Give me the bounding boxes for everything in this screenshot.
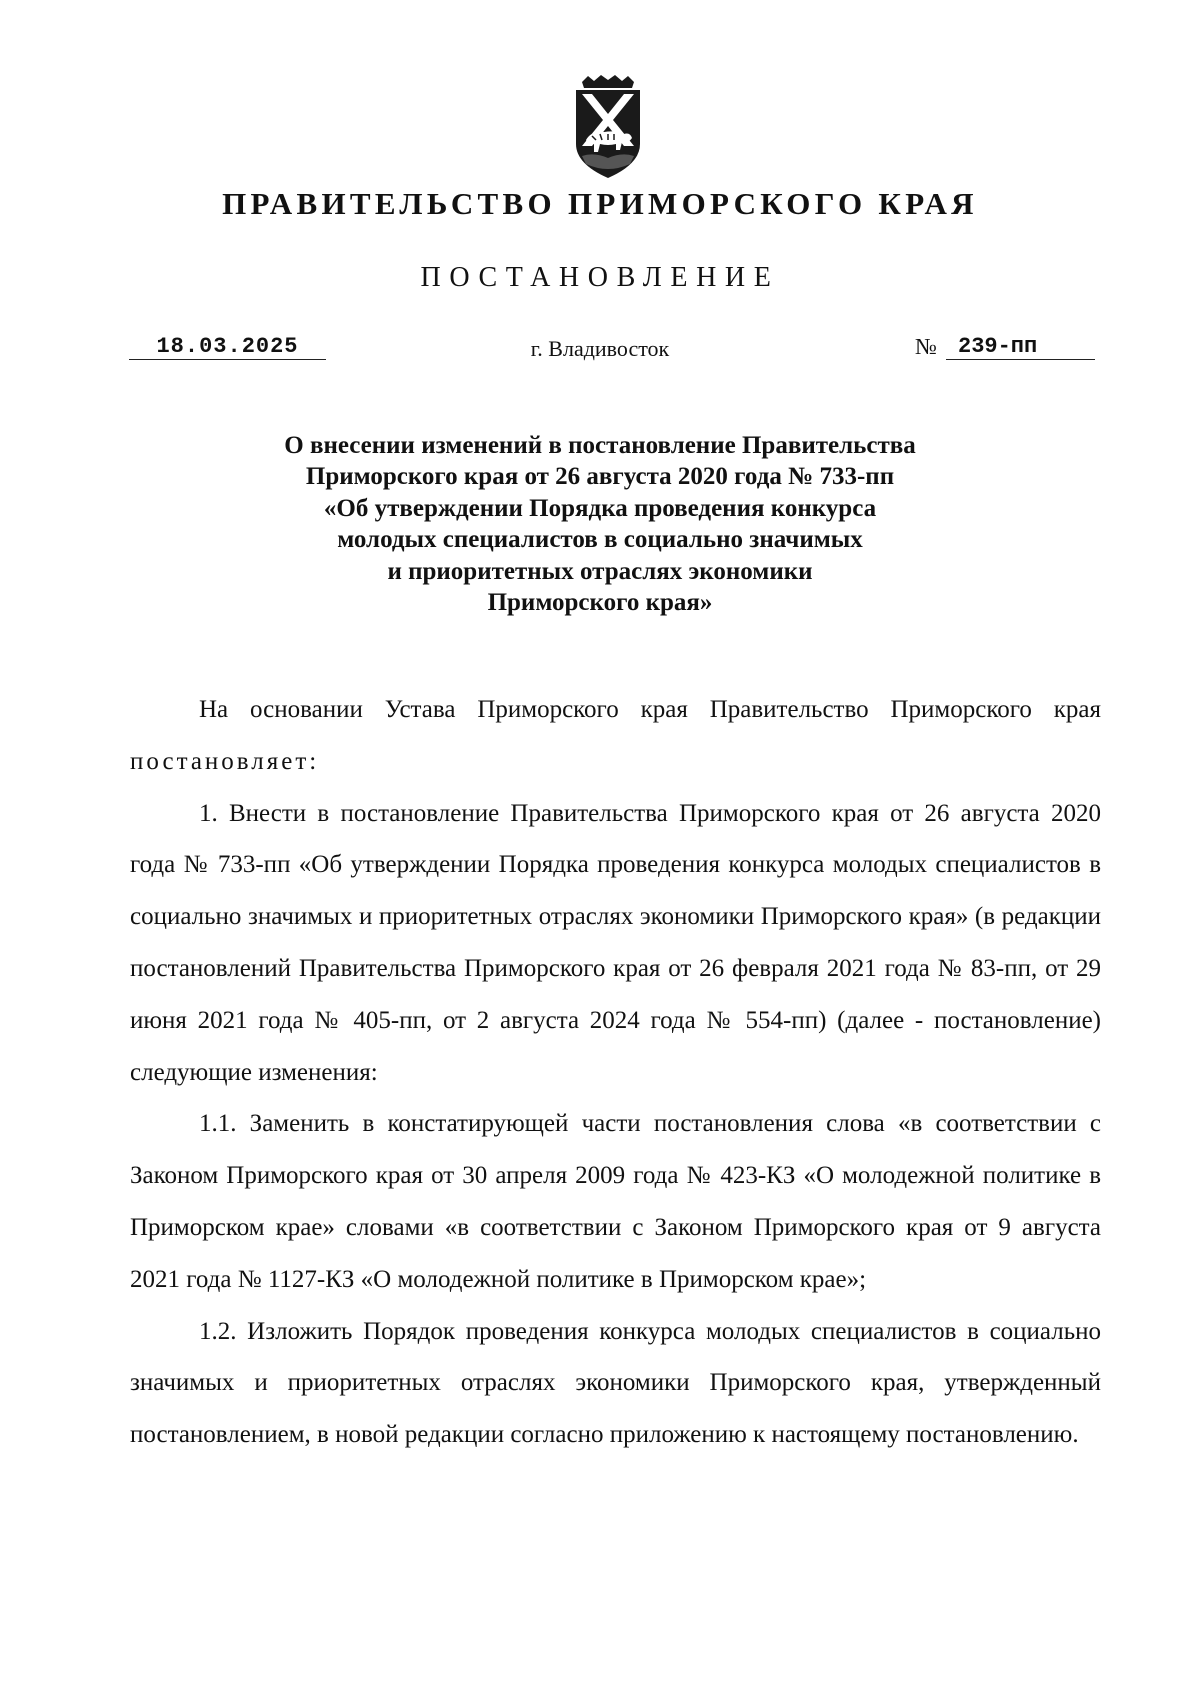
subject-line: и приоритетных отраслях экономики xyxy=(387,557,813,585)
document-number-block xyxy=(915,334,1095,360)
document-meta-line xyxy=(0,334,1200,374)
subject-line: Приморского края от 26 августа 2020 года № 733-пп xyxy=(305,463,895,491)
subject-line: О внесении изменений в постановление Правительства xyxy=(284,432,916,459)
document-body xyxy=(130,684,1101,1461)
item-1-2-paragraph: 1.2. Изложить Порядок проведения конкурса молодых специалистов в социально значимых и приоритетных отраслях экономики Приморского края, утвержденный постановлением, в новой редакции согласно приложению к настоящему постановлению. xyxy=(130,1317,1101,1449)
document-city: г. Владивосток xyxy=(530,336,670,361)
subject-line: Приморского края» xyxy=(487,589,713,617)
subject-line: «Об утверждении Порядка проведения конкурса xyxy=(323,494,877,522)
item-1-1-paragraph: 1.1. Заменить в констатирующей части постановления слова «в соответствии с Законом Приморского края от 30 апреля 2009 года № 423-КЗ «О молодежной политике в Приморском крае» словами «в соответствии с Законом Приморского края от 9 августа 2021 года № 1127-КЗ «О молодежной политике в Приморском крае»; xyxy=(130,1110,1101,1293)
document-number: 239-пп xyxy=(946,334,1095,360)
document-date: 18.03.2025 xyxy=(129,334,326,360)
item-1-paragraph: 1. Внести в постановление Правительства Приморского края от 26 августа 2020 года № 733-пп «Об утверждении Порядка проведения конкурса молодых специалистов в социально значимых и приоритетных отраслях экономики Приморского края» (в редакции постановлений Правительства Приморского края от 26 февраля 2021 года № 83-пп, от 29 июня 2021 года № 405-пп, от 2 августа 2024 года № 554-пп) (далее - постановление) следующие изменения: xyxy=(130,799,1101,1086)
preamble-verb: постановляет: xyxy=(130,747,320,775)
document-type-heading: ПОСТАНОВЛЕНИЕ xyxy=(420,262,780,293)
coat-of-arms-icon xyxy=(568,74,648,182)
preamble-text: На основании Устава Приморского края Правительство Приморского края xyxy=(199,696,1101,723)
number-sign: № xyxy=(915,334,937,359)
document-subject xyxy=(0,430,1200,618)
subject-line: молодых специалистов в социально значимых xyxy=(337,526,863,554)
preamble-paragraph xyxy=(130,684,1101,788)
government-title: ПРАВИТЕЛЬСТВО ПРИМОРСКОГО КРАЯ xyxy=(222,186,978,221)
